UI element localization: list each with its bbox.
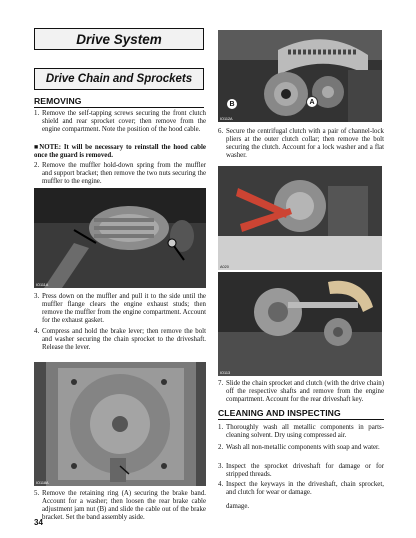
page-number: 34 xyxy=(34,518,43,527)
step-7 xyxy=(218,380,384,404)
note: ■NOTE: It will be necessary to reinstall the hood cable once the guard is removed. xyxy=(34,144,206,160)
step-number: 4. xyxy=(34,328,40,335)
step-number: 1. xyxy=(34,110,40,117)
step-number: 3. xyxy=(218,463,224,470)
step-text: Wash all non-metallic components with soap and water. xyxy=(226,444,380,451)
step-text: Compress and hold the brake lever; then remove the bolt and washer securing the chain sprocket to the driveshaft. Release the lever. xyxy=(42,328,206,352)
subsection-title: Drive Chain and Sprockets xyxy=(34,68,204,90)
step-number: 6. xyxy=(218,128,224,135)
step-number: 3. xyxy=(34,293,40,300)
figure-code: IO112A xyxy=(220,117,233,121)
step-number: 2. xyxy=(34,162,40,169)
continued-text: damage. xyxy=(226,503,250,510)
step-2 xyxy=(34,162,206,186)
step-text: Remove the retaining ring (A) securing the brake band. Account for a washer; then loosen the rear brake cable adjustment jam nut (B) and slide the cable out of the brake bracket. Set the band assembly aside. xyxy=(42,490,206,522)
callout-a: A xyxy=(306,96,318,108)
step-6 xyxy=(218,128,384,160)
step-text: Thoroughly wash all metallic components in parts-cleaning solvent. Dry using compressed air. xyxy=(226,424,384,440)
clean-step-4 xyxy=(218,481,384,497)
figure-pliers-photo xyxy=(218,166,382,270)
step-3 xyxy=(34,293,206,325)
step-text: Remove the muffler hold-down spring from the muffler and support bracket; then remove the two nuts securing the muffler to the engine. xyxy=(42,162,206,186)
step-text: Secure the centrifugal clutch with a pair of channel-lock pliers at the outer clutch collar; then remove the bolt securing the clutch. Account for a lock washer and a flat washer. xyxy=(226,128,384,160)
step-number: 1. xyxy=(218,424,224,431)
figure-brake-photo xyxy=(34,362,206,486)
step-4 xyxy=(34,328,206,352)
section-title: Drive System xyxy=(34,28,204,50)
step-1 xyxy=(34,110,206,134)
heading-rule xyxy=(34,107,204,108)
clean-step-1 xyxy=(218,424,384,440)
step-number: 7. xyxy=(218,380,224,387)
step-text: Inspect the keyways in the driveshaft, chain sprocket, and clutch for wear or damage. xyxy=(226,481,384,497)
figure-muffler-photo xyxy=(34,188,206,288)
figure-sprocket-photo xyxy=(218,272,382,376)
step-text: Inspect the sprocket driveshaft for damage or for stripped threads. xyxy=(226,463,384,479)
step-5 xyxy=(34,490,206,522)
figure-clutch-photo xyxy=(218,30,382,122)
step-number: 5. xyxy=(34,490,40,497)
step-number: 2. xyxy=(218,444,224,451)
step-text: Remove the self-tapping screws securing the front clutch shield and rear sprocket cover; then remove from the engine compartment. Note the position of the hood cable. xyxy=(42,110,206,134)
heading-removing: REMOVING xyxy=(34,96,82,106)
clean-step-2 xyxy=(218,444,384,452)
figure-code: IO118A xyxy=(36,481,49,485)
figure-code: A020 xyxy=(220,265,229,269)
callout-b: B xyxy=(226,98,238,110)
step-text: Press down on the muffler and pull it to the side until the muffler flange clears the engine exhaust studs; then remove the muffler from the engine compartment. Account for the exhaust gasket. xyxy=(42,293,206,325)
step-text: Slide the chain sprocket and clutch (with the drive chain) off the respective shafts and remove from the engine compartment. Account for the rear driveshaft key. xyxy=(226,380,384,404)
heading-rule xyxy=(218,419,384,420)
clean-step-3 xyxy=(218,463,384,479)
figure-code: IO111A xyxy=(36,283,49,287)
figure-code: IO113 xyxy=(220,371,231,375)
step-number: 4. xyxy=(218,481,224,488)
heading-cleaning: CLEANING AND INSPECTING xyxy=(218,408,341,418)
